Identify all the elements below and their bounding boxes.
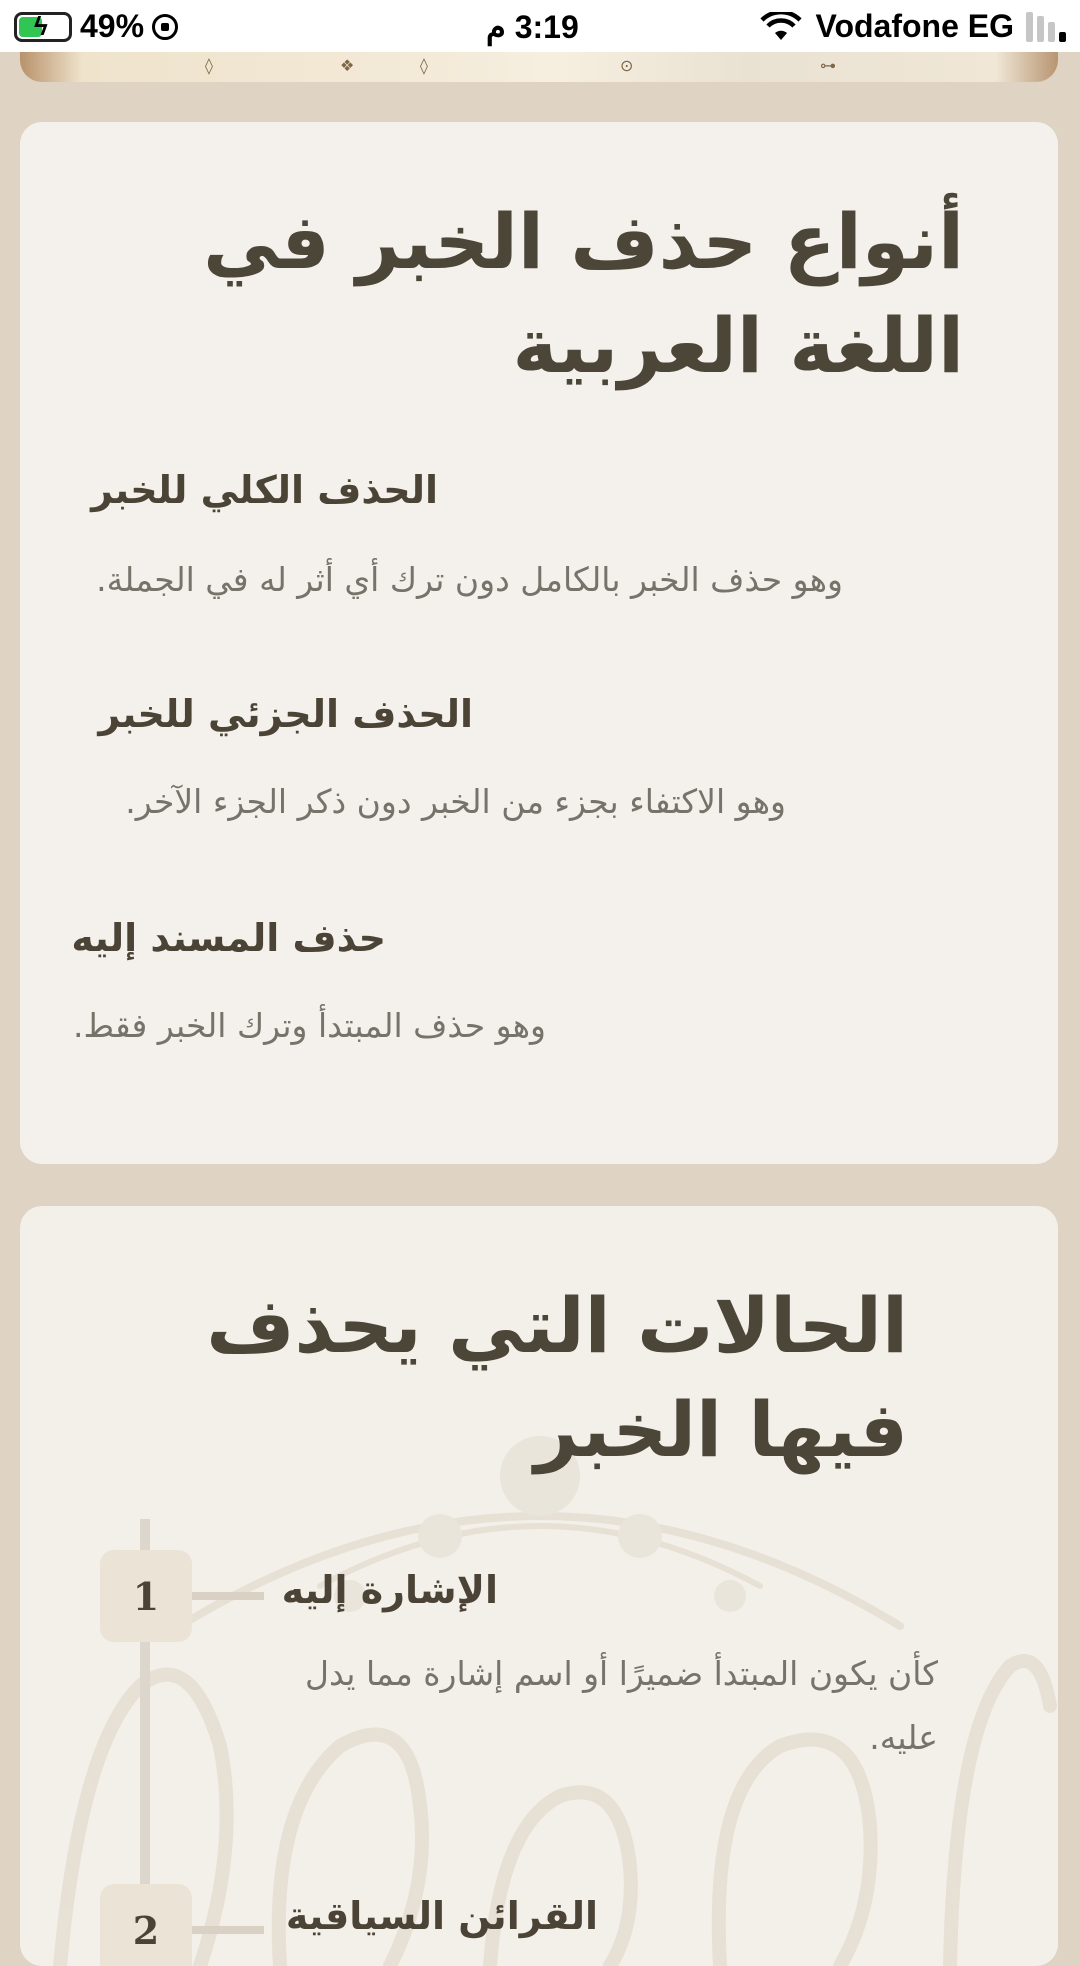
signal-icon	[1026, 12, 1066, 42]
signal-bar	[1048, 22, 1055, 42]
step-title: القرائن السياقية	[285, 1894, 598, 1938]
status-right	[759, 8, 1066, 45]
battery-percent: 49%	[80, 8, 145, 44]
hero-ornament: ⊙	[620, 56, 634, 75]
signal-bar	[1026, 12, 1033, 42]
signal-bar	[1037, 16, 1044, 42]
carrier-name: Vodafone EG	[815, 8, 1014, 44]
wifi-icon	[759, 12, 803, 42]
section-body-subject: وهو حذف المبتدأ وترك الخبر فقط.	[73, 1006, 546, 1045]
step-number-badge: 1	[100, 1550, 192, 1642]
hero-image	[20, 52, 1058, 82]
rotation-lock-icon	[152, 14, 178, 40]
types-card	[20, 122, 1058, 1164]
section-title-total: الحذف الكلي للخبر	[91, 468, 438, 512]
section-body-partial: وهو الاكتفاء بجزء من الخبر دون ذكر الجزء الآخر.	[125, 782, 786, 821]
hero-ornament: ⊶	[820, 56, 836, 75]
status-time: 3:19 م	[486, 9, 579, 45]
hero-ornament: ◊	[205, 56, 213, 75]
step-description: كأن يكون المبتدأ ضميرًا أو اسم إشارة مما يدل عليه.	[304, 1654, 938, 1757]
step-connector	[192, 1926, 264, 1934]
charging-bolt-icon: ϟ	[34, 10, 48, 41]
step-connector	[192, 1592, 264, 1600]
status-left	[14, 8, 178, 45]
cases-card-title: الحالات التي يحذف فيها الخبر	[206, 1281, 908, 1474]
battery-charging-icon	[14, 12, 72, 42]
signal-bar	[1059, 32, 1066, 42]
step-title: الإشارة إليه	[281, 1568, 498, 1612]
types-card-title: أنواع حذف الخبر في اللغة العربية	[203, 197, 964, 390]
step-number-badge: 2	[100, 1884, 192, 1966]
status-bar	[0, 0, 1080, 52]
section-title-partial: الحذف الجزئي للخبر	[98, 692, 473, 736]
hero-ornament: ❖	[340, 56, 355, 75]
section-title-subject: حذف المسند إليه	[71, 916, 386, 960]
section-body-total: وهو حذف الخبر بالكامل دون ترك أي أثر له في الجملة.	[96, 560, 843, 599]
hero-ornament: ◊	[420, 56, 428, 75]
cases-card	[20, 1206, 1058, 1966]
